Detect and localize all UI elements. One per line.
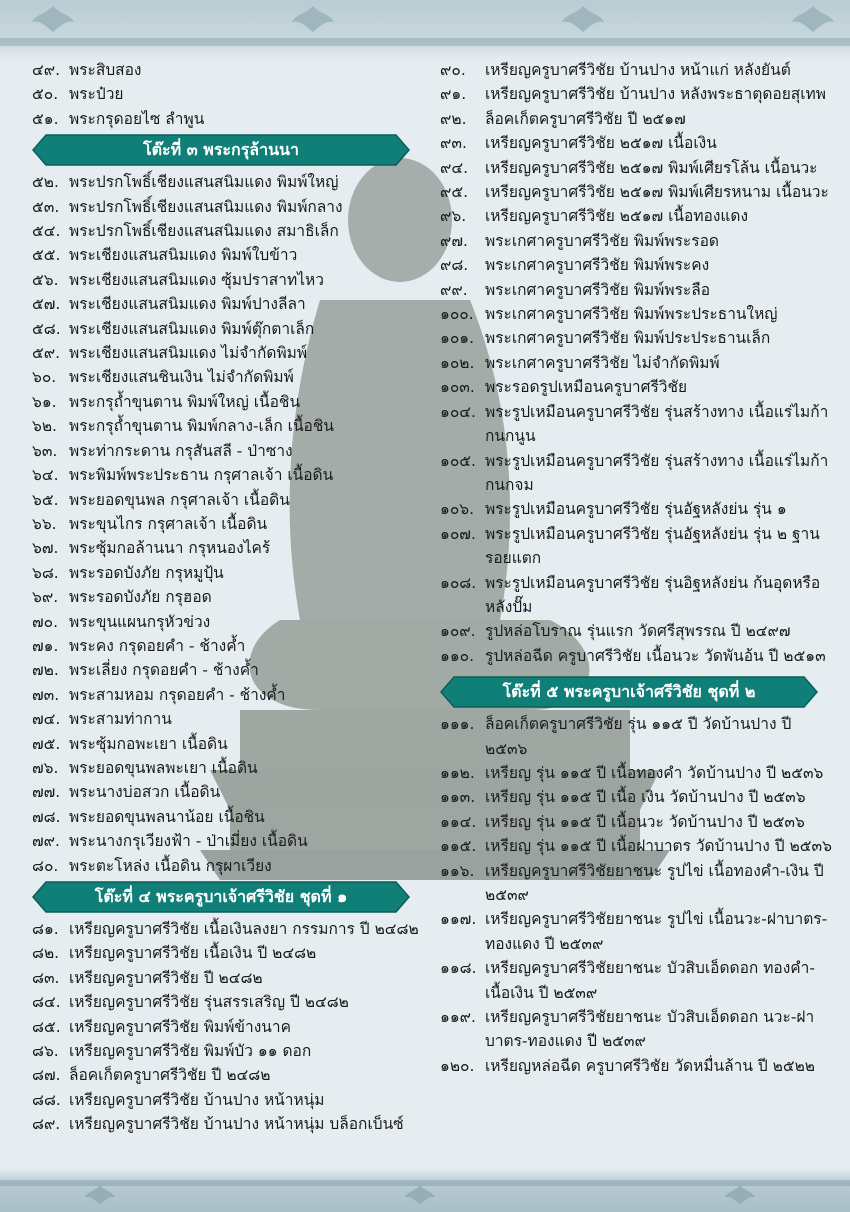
right-column — [440, 58, 835, 1078]
list-item — [32, 512, 427, 536]
item-text: พระปรกโพธิ์เชียงแสนสนิมแดง พิมพ์ใหญ่ — [69, 173, 339, 192]
list-item — [32, 990, 427, 1014]
item-text: เหรียญครูบาศรีวิชัย พิมพ์บัว ๑๑ ดอก — [69, 1042, 312, 1061]
item-text: เหรียญครูบาศรีวิชัยยาชนะ รูปไข่ เนื้อทองคำ-เงิน ปี ๒๕๓๙ — [485, 861, 824, 904]
item-number: ๖๘. — [32, 563, 59, 582]
list-item — [440, 131, 835, 155]
floral-ornament-icon — [790, 4, 836, 34]
item-number: ๖๐. — [32, 368, 57, 387]
item-number: ๑๐๑. — [440, 329, 475, 348]
item-text: พระเชียงแสนชินเงิน ไม่จำกัดพิมพ์ — [69, 368, 294, 387]
item-text: เหรียญครูบาศรีวิชัย พิมพ์ข้างนาค — [69, 1017, 291, 1036]
item-number: ๙๙. — [440, 280, 468, 299]
item-text: พระนางบ่อสวก เนื้อดิน — [69, 783, 221, 802]
item-text: รูปหล่อฉีด ครูบาศรีวิชัย เนื้อนวะ วัดพันอ้น ปี ๒๕๑๓ — [485, 646, 826, 665]
item-number: ๕๔. — [32, 222, 61, 241]
list-item — [32, 170, 427, 194]
item-text: พระเชียงแสนสนิมแดง พิมพ์ตุ๊กตาเล็ก — [69, 319, 315, 338]
list-item: ๔๙. พระสิบสอง — [32, 61, 142, 79]
item-text: เหรียญครูบาศรีวิชัย ปี ๒๔๘๒ — [69, 968, 263, 987]
item-number: ๕๒. — [32, 173, 59, 192]
item-text: เหรียญครูบาศรีวิชัยยาชนะ รูปไข่ เนื้อนวะ-ฝาบาตร-ทองแดง ปี ๒๕๓๙ — [485, 910, 828, 953]
list-item: ๕๐. พระป๋วย — [32, 85, 124, 104]
item-number: ๘๐. — [32, 856, 59, 875]
item-number: ๘๑. — [32, 920, 59, 938]
item-text: พระยอดขุนพลพะเยา เนื้อดิน — [69, 758, 258, 777]
list-item — [32, 829, 427, 853]
item-text: พระพิมพ์พระประธาน กรุศาลเจ้า เนื้อดิน — [69, 466, 334, 485]
item-text: เหรียญครูบาศรีวิชัย บ้านปาง หลังพระธาตุดอยสุเทพ — [485, 85, 826, 104]
item-text: พระเกศาครูบาศรีวิชัย พิมพ์พระประธานใหญ่ — [485, 305, 778, 324]
list-item — [32, 683, 427, 707]
list-item — [32, 854, 427, 878]
item-number: ๙๐. — [440, 61, 466, 79]
item-text: พระรูปเหมือนครูบาศรีวิชัย รุ่นอัฐหลังย่น รุ่น ๑ — [485, 500, 787, 519]
list-item — [440, 375, 835, 399]
item-number: ๑๑๓. — [440, 788, 476, 807]
list-item — [440, 1054, 835, 1078]
list-item — [440, 449, 835, 498]
item-number: ๘๔. — [32, 993, 61, 1012]
item-number: ๘๗. — [32, 1066, 61, 1085]
item-text: ล็อคเก็ตครูบาศรีวิชัย ปี ๒๔๘๒ — [69, 1066, 271, 1085]
list-group-2 — [440, 712, 835, 1078]
item-text: เหรียญครูบาศรีวิชัย รุ่นสรรเสริญ ปี ๒๔๘๒ — [69, 993, 349, 1012]
list-item — [440, 810, 835, 834]
item-text: พระขุนแผนกรุหัวข่วง — [69, 612, 211, 631]
list-item — [32, 732, 427, 756]
list-group-2 — [32, 170, 427, 878]
item-number: ๗๘. — [32, 807, 61, 826]
list-item — [32, 917, 427, 941]
item-text: ล็อคเก็ตครูบาศรีวิชัย ปี ๒๕๑๗ — [485, 109, 686, 128]
item-text: พระเชียงแสนสนิมแดง พิมพ์ใบข้าว — [69, 246, 298, 265]
item-text: พระรอดบังภัย กรุหมูปุ้น — [69, 563, 224, 582]
item-number: ๘๓. — [32, 968, 60, 987]
item-text: พระเชียงแสนสนิมแดง ซุ้มปราสาทไหว — [69, 270, 324, 289]
list-item — [440, 107, 835, 131]
item-number: ๙๓. — [440, 134, 467, 153]
item-number: ๘๖. — [32, 1042, 59, 1061]
list-item — [32, 390, 427, 414]
section-title: โต๊ะที่ ๕ พระครูบาเจ้าศรีวิชัย ชุดที่ ๒ — [502, 682, 756, 702]
section-header-table-3 — [32, 134, 427, 166]
list-item — [440, 156, 835, 180]
list-item — [440, 859, 835, 908]
item-text: พระท่ากระดาน กรุสันสลี - ป่าซาง — [69, 441, 293, 460]
list-item — [32, 1015, 427, 1039]
list-item — [440, 571, 835, 620]
item-text: เหรียญ รุ่น ๑๑๕ ปี เนื้อฝาบาตร วัดบ้านปาง ปี ๒๕๓๖ — [485, 837, 832, 856]
item-number: ๑๐๘. — [440, 573, 477, 592]
item-number: ๗๖. — [32, 758, 59, 777]
item-number: ๑๒๐. — [440, 1056, 475, 1075]
list-item — [440, 761, 835, 785]
list-item — [440, 400, 835, 449]
item-number: ๘๙. — [32, 1115, 61, 1134]
section-title: โต๊ะที่ ๔ พระครูบาเจ้าศรีวิชัย ชุดที่ ๑ — [94, 887, 348, 906]
item-number: ๖๕. — [32, 490, 59, 509]
item-number: ๕๘. — [32, 319, 61, 338]
item-number: ๗๙. — [32, 832, 60, 851]
item-text: พระปรกโพธิ์เชียงแสนสนิมแดง พิมพ์กลาง — [69, 197, 343, 216]
item-text: เหรียญครูบาศรีวิชัย ๒๕๑๗ พิมพ์เศียรหนาม เนื้อนวะ — [485, 183, 829, 202]
item-number: ๑๑๕. — [440, 837, 477, 856]
list-item — [32, 317, 427, 341]
item-number: ๙๕. — [440, 183, 469, 202]
list-item — [440, 1005, 835, 1054]
item-text: พระนางกรุเวียงฟ้า - ป่าเมี่ยง เนื้อดิน — [69, 832, 308, 851]
item-text: พระยอดขุนพล กรุศาลเจ้า เนื้อดิน — [69, 490, 290, 509]
item-text: เหรียญครูบาศรีวิชัย ๒๕๑๗ เนื้อเงิน — [485, 134, 717, 153]
item-number: ๑๑๘. — [440, 959, 477, 978]
item-number: ๑๑๑. — [440, 715, 475, 734]
list-item — [440, 907, 835, 956]
list-item — [440, 497, 835, 521]
item-text: พระเลี่ยง กรุดอยคำ - ช้างค้ำ — [69, 661, 259, 680]
item-text: พระรูปเหมือนครูบาศรีวิชัย รุ่นสร้างทาง เนื้อแร่ไมก้ากนกนูน — [485, 402, 829, 446]
list-item — [440, 644, 835, 668]
item-number: ๑๐๗. — [440, 524, 476, 543]
item-text: พระกรุถ้ำขุนตาน พิมพ์กลาง-เล็ก เนื้อชิน — [69, 417, 334, 436]
item-text: พระเกศาครูบาศรีวิชัย พิมพ์พระรอด — [485, 231, 719, 250]
item-number: ๗๒. — [32, 661, 59, 680]
floral-ornament-icon — [560, 4, 606, 34]
item-text: เหรียญครูบาศรีวิชัยยาชนะ บัวสิบเอ็ดดอก ทองคำ-เนื้อเงิน ปี ๒๕๓๙ — [485, 959, 815, 1002]
item-text: รูปหล่อโบราณ รุ่นแรก วัดศรีสุพรรณ ปี ๒๔๙๗ — [485, 622, 791, 641]
item-text: เหรียญครูบาศรีวิชัย เนื้อเงินลงยา กรรมการ ปี ๒๔๘๒ — [69, 920, 419, 938]
list-item — [440, 253, 835, 277]
list-item — [32, 341, 427, 365]
item-number: ๘๒. — [32, 944, 60, 963]
list-item — [440, 834, 835, 858]
item-number: ๑๐๒. — [440, 353, 475, 372]
item-number: ๑๐๙. — [440, 622, 476, 641]
top-ornament-band — [0, 0, 850, 60]
item-text: เหรียญครูบาศรีวิชัยยาชนะ บัวสิบเอ็ดดอก นวะ-ฝาบาตร-ทองแดง ปี ๒๕๓๙ — [485, 1008, 815, 1051]
list-item — [32, 1088, 427, 1112]
item-text: พระตะโหล่ง เนื้อดิน กรุผาเวียง — [69, 856, 272, 875]
list-item — [32, 1112, 427, 1136]
list-item — [32, 561, 427, 585]
list-item — [32, 707, 427, 731]
item-text: เหรียญหล่อฉีด ครูบาศรีวิชัย วัดหมื่นล้าน ปี ๒๕๒๒ — [485, 1056, 816, 1075]
item-number: ๑๑๐. — [440, 646, 475, 665]
item-number: ๙๔. — [440, 158, 469, 177]
item-text: พระยอดขุนพลนาน้อย เนื้อชิน — [69, 807, 265, 826]
item-text: เหรียญ รุ่น ๑๑๕ ปี เนื้อนวะ วัดบ้านปาง ปี ๒๕๓๖ — [485, 812, 805, 831]
list-item — [32, 268, 427, 292]
floral-ornament-icon — [400, 1184, 440, 1206]
item-number: ๕๖. — [32, 270, 59, 289]
list-item — [32, 414, 427, 438]
item-number: ๑๑๒. — [440, 763, 475, 782]
item-number: ๑๐๕. — [440, 451, 476, 470]
item-text: เหรียญครูบาศรีวิชัย เนื้อเงิน ปี ๒๔๘๒ — [69, 944, 317, 963]
item-number: ๙๒. — [440, 109, 467, 128]
list-item — [440, 278, 835, 302]
list-item — [440, 351, 835, 375]
item-number: ๖๒. — [32, 417, 57, 436]
list-item — [440, 302, 835, 326]
list-item — [440, 180, 835, 204]
item-number: ๖๖. — [32, 514, 57, 533]
item-number: ๗๗. — [32, 783, 61, 802]
list-item — [32, 488, 427, 512]
item-number: ๗๔. — [32, 710, 61, 729]
list-item — [32, 195, 427, 219]
list-item — [440, 522, 835, 571]
item-text: พระเกศาครูบาศรีวิชัย พิมพ์พระคง — [485, 256, 710, 275]
item-text: เหรียญครูบาศรีวิชัย บ้านปาง หน้าหนุ่ม — [69, 1090, 325, 1109]
item-number: ๙๖. — [440, 207, 467, 226]
bottom-ornament-band — [0, 1168, 850, 1212]
item-text: เหรียญครูบาศรีวิชัย ๒๕๑๗ พิมพ์เศียรโล้น เนื้อนวะ — [485, 158, 818, 177]
list-item — [32, 292, 427, 316]
list-item — [32, 634, 427, 658]
item-text: พระรูปเหมือนครูบาศรีวิชัย รุ่นสร้างทาง เนื้อแร่ไมก้ากนกจม — [485, 451, 829, 494]
item-text: พระซุ้มกอล้านนา กรุหนองไคร้ — [69, 539, 271, 558]
item-number: ๖๑. — [32, 392, 57, 411]
item-text: พระปรกโพธิ์เชียงแสนสนิมแดง สมาธิเล็ก — [69, 222, 339, 241]
item-number: ๖๗. — [32, 539, 59, 558]
list-item — [32, 780, 427, 804]
item-number: ๘๕. — [32, 1017, 61, 1036]
item-text: พระสามหอม กรุดอยคำ - ช้างค้ำ — [69, 685, 286, 704]
list-item — [32, 243, 427, 267]
item-number: ๗๐. — [32, 612, 59, 631]
item-text: พระกรุถ้ำขุนตาน พิมพ์ใหญ่ เนื้อชิน — [69, 392, 301, 411]
section-header-table-5 — [440, 676, 835, 708]
item-text: พระขุนไกร กรุศาลเจ้า เนื้อดิน — [69, 514, 268, 533]
item-number: ๗๓. — [32, 685, 60, 704]
item-text: พระเกศาครูบาศรีวิชัย พิมพ์ประประธานเล็ก — [485, 329, 771, 348]
list-item — [32, 219, 427, 243]
item-number: ๗๑. — [32, 636, 59, 655]
item-number: ๖๔. — [32, 466, 59, 485]
item-text: พระเชียงแสนสนิมแดง พิมพ์ปางลีลา — [69, 295, 306, 314]
list-item — [32, 365, 427, 389]
item-text: พระซุ้มกอพะเยา เนื้อดิน — [69, 734, 228, 753]
list-item — [32, 610, 427, 634]
list-item — [440, 712, 835, 761]
item-number: ๘๘. — [32, 1090, 61, 1109]
list-item — [440, 956, 835, 1005]
item-number: ๖๙. — [32, 588, 59, 607]
list-item — [32, 585, 427, 609]
floral-ornament-icon — [290, 4, 336, 34]
item-number: ๑๐๓. — [440, 378, 475, 397]
item-number: ๑๐๐. — [440, 305, 474, 324]
floral-ornament-icon — [30, 4, 76, 34]
item-text: เหรียญ รุ่น ๑๑๕ ปี เนื้อทองคำ วัดบ้านปาง ปี ๒๕๓๖ — [485, 763, 824, 782]
list-group-1 — [32, 58, 427, 131]
item-number: ๑๑๗. — [440, 910, 477, 929]
item-text: เหรียญครูบาศรีวิชัย ๒๕๑๗ เนื้อทองแดง — [485, 207, 749, 226]
item-number: ๖๓. — [32, 441, 58, 460]
section-title: โต๊ะที่ ๓ พระกรุล้านนา — [143, 140, 299, 160]
list-group-1 — [440, 58, 835, 668]
list-item — [32, 536, 427, 560]
list-item — [32, 463, 427, 487]
item-number: ๑๐๔. — [440, 402, 476, 421]
item-number: ๙๗. — [440, 231, 468, 250]
list-item — [32, 1039, 427, 1063]
item-text: พระรอดบังภัย กรุฮอด — [69, 588, 212, 607]
item-text: พระรูปเหมือนครูบาศรีวิชัย รุ่นอัฐหลังย่น รุ่น ๒ ฐานรอยแตก — [485, 524, 820, 568]
item-text: ล็อคเก็ตครูบาศรีวิชัย รุ่น ๑๑๕ ปี วัดบ้านปาง ปี ๒๕๓๖ — [485, 715, 792, 758]
list-item — [440, 785, 835, 809]
item-number: ๑๐๖. — [440, 500, 475, 519]
item-text: พระคง กรุดอยคำ - ช้างค้ำ — [69, 636, 246, 655]
item-number: ๙๑. — [440, 85, 467, 104]
list-item: ๕๑. พระกรุดอยไซ ลำพูน — [32, 109, 205, 128]
list-item — [32, 805, 427, 829]
list-item — [440, 326, 835, 350]
item-text: พระเกศาครูบาศรีวิชัย พิมพ์พระลือ — [485, 280, 711, 299]
list-item — [440, 204, 835, 228]
list-item — [32, 1063, 427, 1087]
item-number: ๑๑๖. — [440, 861, 475, 880]
section-header-table-4 — [32, 881, 427, 913]
item-number: ๑๑๔. — [440, 812, 477, 831]
left-column — [32, 58, 427, 1137]
list-item — [440, 58, 835, 82]
item-text: พระรูปเหมือนครูบาศรีวิชัย รุ่นอิฐหลังย่น ก้นอุดหรือหลังปั๊ม — [485, 573, 821, 616]
list-group-3 — [32, 917, 427, 1137]
item-text: พระเชียงแสนสนิมแดง ไม่จำกัดพิมพ์ — [69, 344, 308, 363]
floral-ornament-icon — [720, 1184, 760, 1206]
list-item — [440, 619, 835, 643]
list-item — [32, 658, 427, 682]
floral-ornament-icon — [80, 1184, 120, 1206]
item-number: ๕๓. — [32, 197, 60, 216]
item-number: ๙๘. — [440, 256, 469, 275]
item-number: ๑๑๙. — [440, 1008, 476, 1027]
item-number: ๗๕. — [32, 734, 61, 753]
item-text: เหรียญครูบาศรีวิชัย บ้านปาง หน้าแก่ หลังยันต์ — [485, 61, 791, 79]
item-number: ๕๕. — [32, 246, 61, 265]
list-item — [32, 756, 427, 780]
list-item — [440, 82, 835, 106]
list-item — [32, 966, 427, 990]
item-text: พระสามท่ากาน — [69, 710, 172, 729]
item-text: พระเกศาครูบาศรีวิชัย ไม่จำกัดพิมพ์ — [485, 353, 720, 372]
item-number: ๕๗. — [32, 295, 61, 314]
item-text: เหรียญครูบาศรีวิชัย บ้านปาง หน้าหนุ่ม บล็อกเบ็นซ์ — [69, 1115, 404, 1134]
list-item — [440, 229, 835, 253]
item-text: พระรอดรูปเหมือนครูบาศรีวิชัย — [485, 378, 688, 397]
item-number: ๕๙. — [32, 344, 61, 363]
list-item — [32, 941, 427, 965]
list-item — [32, 439, 427, 463]
item-text: เหรียญ รุ่น ๑๑๕ ปี เนื้อ เงิน วัดบ้านปาง ปี ๒๕๓๖ — [485, 788, 806, 807]
